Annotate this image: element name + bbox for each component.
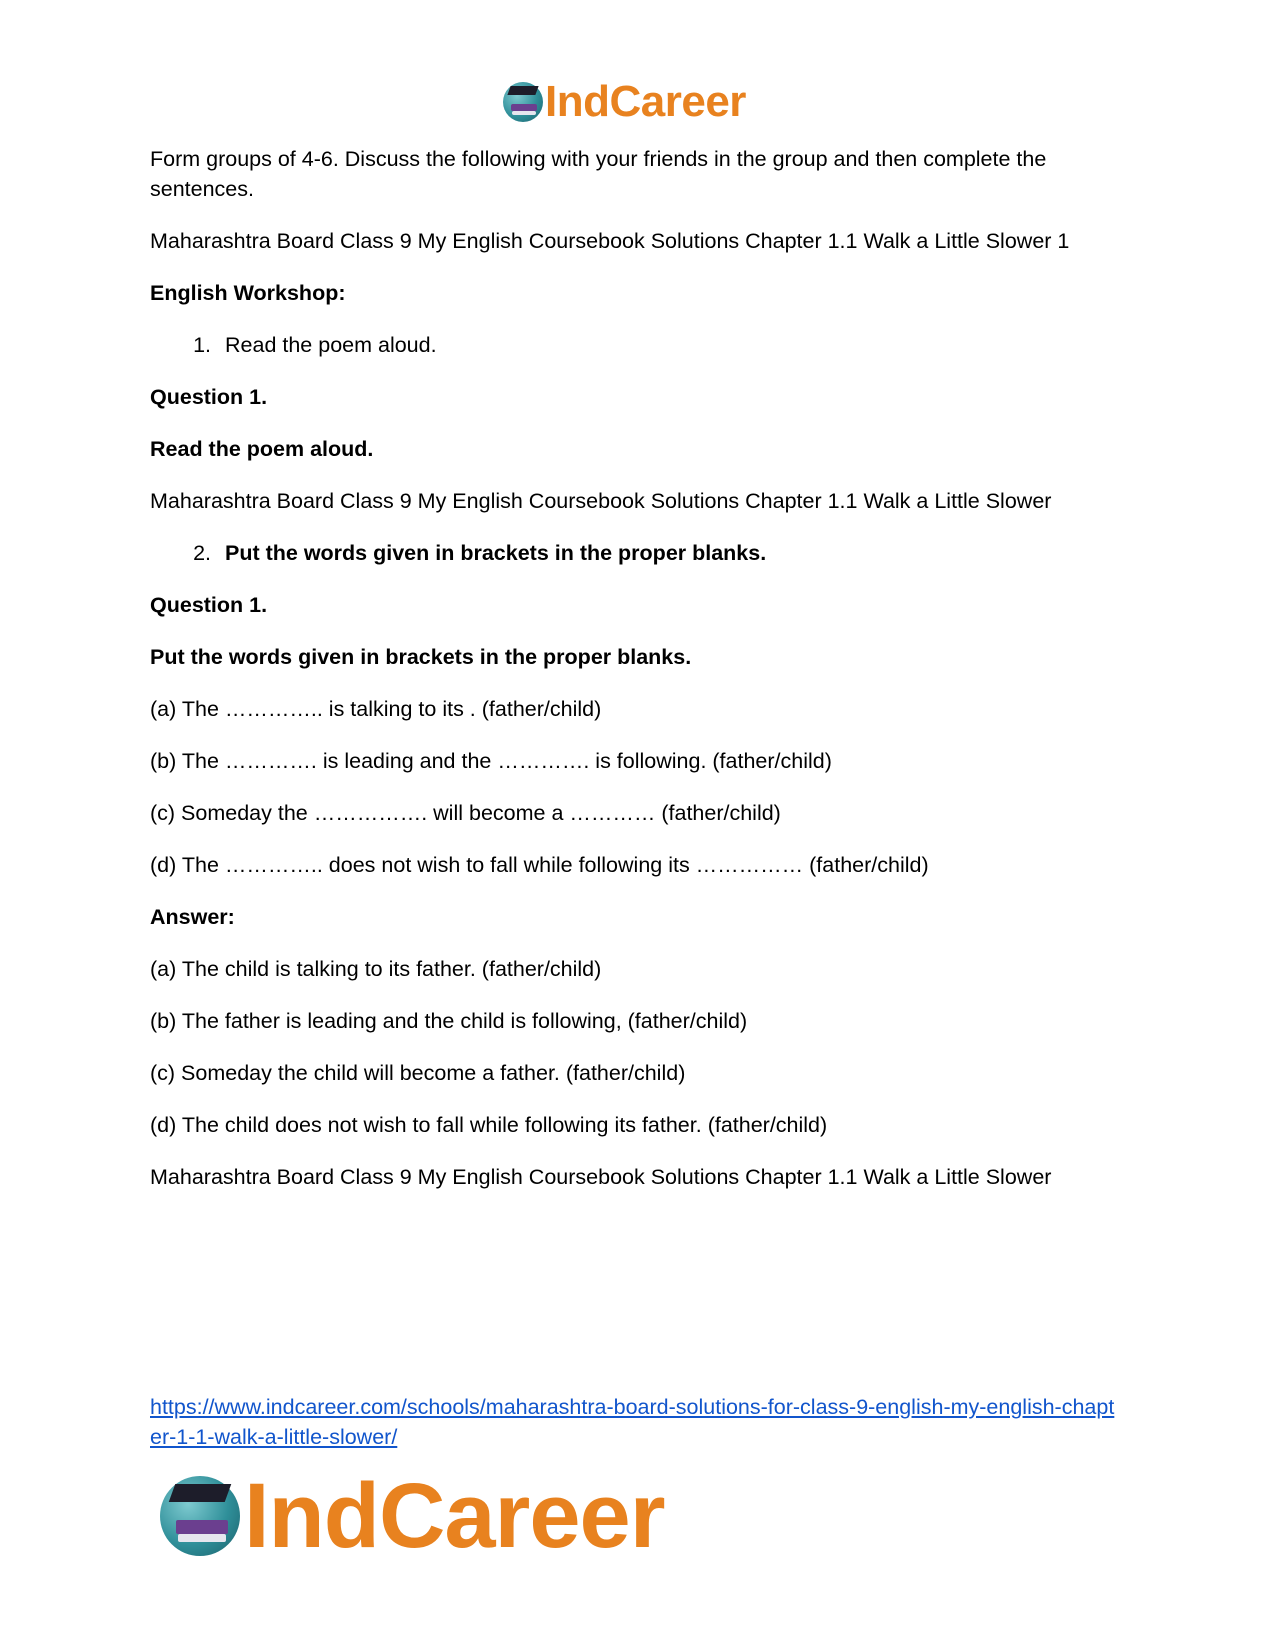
answer-sentence: (d) The child does not wish to fall while following its father. (father/child) xyxy=(150,1113,828,1137)
image-caption-1: Maharashtra Board Class 9 My English Coursebook Solutions Chapter 1.1 Walk a Little Slower 1 xyxy=(150,229,1070,253)
blank-sentence: (a) The ………….. is talking to its . (father/child) xyxy=(150,697,602,721)
header-logo xyxy=(503,78,746,126)
blank-sentence: (c) Someday the ……………. will become a ………… (father/child) xyxy=(150,801,781,825)
answer-sentence: (a) The child is talking to its father. (father/child) xyxy=(150,957,602,981)
list-text: Put the words given in brackets in the proper blanks. xyxy=(225,541,767,565)
header-logo-text: IndCareer xyxy=(545,77,746,126)
workshop-heading: English Workshop: xyxy=(150,281,346,305)
answer-sentence: (b) The father is leading and the child is following, (father/child) xyxy=(150,1009,748,1033)
question-2-text: Put the words given in brackets in the proper blanks. xyxy=(150,645,692,669)
question-1-label: Question 1. xyxy=(150,385,268,409)
source-url-link[interactable]: https://www.indcareer.com/schools/maharashtra-board-solutions-for-class-9-english-my-english-chapter-1-1-walk-a-little-slower/ xyxy=(150,1395,1115,1449)
footer-logo-text: IndCareer xyxy=(244,1465,665,1567)
list-text: Read the poem aloud. xyxy=(225,333,437,357)
answer-sentence: (c) Someday the child will become a father. (father/child) xyxy=(150,1061,686,1085)
document-body xyxy=(150,144,1125,1214)
indcareer-emblem-icon xyxy=(160,1476,240,1556)
question-1-text: Read the poem aloud. xyxy=(150,437,374,461)
image-caption-3: Maharashtra Board Class 9 My English Coursebook Solutions Chapter 1.1 Walk a Little Slower xyxy=(150,1165,1052,1189)
intro-paragraph: Form groups of 4-6. Discuss the following with your friends in the group and then complete the sentences. xyxy=(150,147,1047,201)
blank-sentence: (d) The ………….. does not wish to fall while following its …………… (father/child) xyxy=(150,853,929,877)
list-number: 1. xyxy=(193,333,211,357)
footer-logo xyxy=(160,1465,665,1567)
indcareer-emblem-icon xyxy=(503,82,543,122)
list-item-1 xyxy=(150,330,1125,360)
list-number: 2. xyxy=(193,541,211,565)
blank-sentence: (b) The …………. is leading and the …………. is following. (father/child) xyxy=(150,749,832,773)
question-2-label: Question 1. xyxy=(150,593,268,617)
answer-label: Answer: xyxy=(150,905,235,929)
image-caption-2: Maharashtra Board Class 9 My English Coursebook Solutions Chapter 1.1 Walk a Little Slower xyxy=(150,489,1052,513)
list-item-2 xyxy=(150,538,1125,568)
